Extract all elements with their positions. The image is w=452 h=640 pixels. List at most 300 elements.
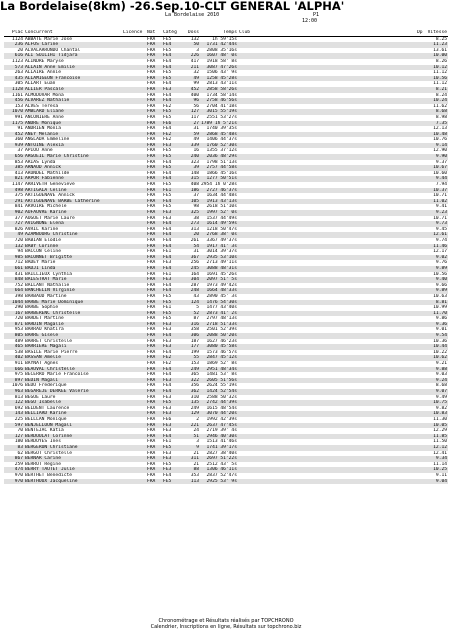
cell-place: 712 [14,260,23,266]
cell-nat: FRA [146,109,162,115]
cell-nat: FRA [146,154,162,160]
cell-categorie: FE4 [162,288,182,294]
cell-nat: FRA [147,170,156,176]
cell-vitesse: 12.13 [433,126,447,132]
cell-temps: 1477 43'40s [206,305,237,311]
cell-place: 911 [14,361,23,367]
cell-categorie: FE5 [163,47,172,53]
cell-temps: 2858 58'26s [200,87,238,93]
cell-vitesse: 8.21 [424,87,448,93]
cell-categorie: FE3 [162,411,182,417]
cell-vitesse: 12.12 [424,445,448,451]
cell-vitesse: 9.89 [424,288,448,294]
cell-categorie: FE3 [163,394,172,400]
cell-nat: FRA [146,277,162,283]
cell-temps: 2847 45'12s [200,355,238,361]
cell-dossard: 177 [182,344,200,350]
cell-nat: FRA [147,450,156,456]
cell-place: 897 [4,378,24,384]
cell-nat: FRA [146,456,162,462]
cell-temps: 2719 39' 4s [206,428,237,434]
cell-nat: FRA [147,271,156,277]
cell-temps: 2088 50'20s [200,333,238,339]
cell-vitesse: 12.90 [433,148,447,154]
cell-dossard: 49 [182,76,200,82]
cell-nat: FRA [147,237,156,243]
cell-categorie: FE4 [163,282,172,288]
cell-place: 991 [14,114,23,120]
cell-vitesse: 8.24 [435,92,447,98]
cell-concurrent: BARBE Marie Dominique [24,300,122,306]
cell-nat: FRA [147,405,156,411]
cell-vitesse: 10.37 [424,188,448,194]
cell-temps: 3015 55'19s [200,109,238,115]
cell-categorie: FE5 [162,311,182,317]
cell-dossard: 408 [190,182,199,188]
cell-dossard: 249 [190,405,199,411]
cell-place: 826 [14,226,23,232]
results-table [4,30,448,484]
cell-categorie: FE4 [162,221,182,227]
cell-concurrent: BARRET Christelle [25,338,73,344]
cell-vitesse: 9.24 [424,378,448,384]
cell-vitesse: 10.05 [424,423,448,429]
cell-dossard: 20 [182,232,200,238]
cell-concurrent: BASILE Marie Pierre [25,349,78,355]
cell-dossard: 21 [193,450,199,456]
cell-dossard: 129 [182,411,200,417]
cell-club [238,479,416,485]
cell-vitesse: 11.85 [424,434,448,440]
cell-dossard: 221 [182,423,200,429]
cell-nat: FRA [147,416,156,422]
cell-dossard: 24 [193,428,199,434]
cell-dossard: 367 [182,255,200,261]
cell-nat: FRA [147,383,156,389]
cell-nat: FRA [146,255,162,261]
cell-nat: FRA [147,338,156,344]
cell-vitesse: 7.35 [424,121,448,127]
cell-categorie: FE1 [163,305,172,311]
cell-vitesse: 10.25 [424,467,448,473]
cell-place: 498 [4,188,24,194]
cell-concurrent: ARRIVETH Genevieve [25,182,75,188]
cell-temps: 1513 41'46s [206,439,237,445]
cell-categorie: FE4 [162,255,182,261]
cell-nat: FRA [146,355,162,361]
cell-place: 664 [4,288,24,294]
cell-categorie: FE4 [163,237,172,243]
cell-vitesse: 9.45 [435,226,447,232]
page-number: P1 [313,12,320,18]
cell-place: 1124 [11,36,23,42]
cell-categorie: FE3 [163,405,172,411]
cell-vitesse: 10.12 [424,65,448,71]
cell-vitesse: 9.11 [435,472,447,478]
cell-place: 616 [4,53,24,59]
cell-nat: FRA [147,126,156,132]
cell-concurrent: ARNAUD Annick [24,165,122,171]
cell-concurrent: BALESTRAT Marie [24,277,122,283]
cell-vitesse: 11.46 [424,244,448,250]
cell-concurrent: BASSAN Amelie [24,355,122,361]
cell-dossard: 245 [182,266,200,272]
cell-concurrent: BEGUE Laure [25,394,56,400]
cell-temps: 1664 48'33s [200,288,238,294]
cell-dossard: 365 [190,372,199,378]
cell-temps: 1424 52'54s [200,389,238,395]
cell-concurrent: ANGLADA Emmeline [25,137,70,143]
cell-nat: FRA [147,282,156,288]
cell-concurrent: BARBE Sophie [25,305,59,311]
cell-categorie: FE2 [163,137,172,143]
cell-concurrent: BACCON Celine [25,249,61,255]
cell-categorie: FE4 [162,65,182,71]
cell-temps: 1731 42'44s [200,42,238,48]
cell-temps: 1992 42'39s [206,416,237,422]
cell-dossard: 256 [190,260,199,266]
cell-dossard: 186 [182,188,200,194]
cell-vitesse: 13.61 [433,47,447,53]
cell-nat: FRA [146,333,162,339]
cell-dossard: 27 [182,121,200,127]
cell-concurrent: ALFOS Carine [24,42,122,48]
cell-vitesse: 8.25 [435,36,447,42]
cell-vitesse: 9.04 [424,479,448,485]
cell-dossard: 325 [182,210,200,216]
cell-temps: 2588 50'32s [206,394,237,400]
cell-vitesse: 8.81 [424,300,448,306]
cell-nat: FRA [146,53,162,59]
cell-temps: 2951 48'34s [200,367,238,373]
cell-temps: 2935 53'10s [200,255,238,261]
cell-temps: 1918 58' 8s [206,58,237,64]
cell-concurrent: BARBERENC Christelle [24,311,122,317]
cell-temps: 2713 49'11s [206,260,237,266]
cell-concurrent: BAILLIEUX Cynthia [25,271,73,277]
cell-vitesse: 9.76 [435,260,447,266]
cell-nat: FRA [147,361,156,367]
cell-vitesse: 9.40 [424,277,448,283]
cell-vitesse: 9.34 [424,456,448,462]
cell-concurrent: ANEY Melanie [24,132,122,138]
cell-nat: FRA [146,344,162,350]
cell-temps: 1607 48' 0s [200,53,238,59]
cell-concurrent: ALLAIN Anne Emilie [24,65,122,71]
cell-nat: FRA [147,47,156,53]
cell-place: 91 [17,126,23,132]
cell-place: 398 [14,293,23,299]
cell-concurrent: BARDIN Magalie [24,322,122,328]
cell-concurrent: AMBLARD Eliane [24,109,122,115]
cell-concurrent: ALLAIRE Annie [25,70,61,76]
cell-categorie: FE2 [163,361,172,367]
cell-dossard: 59 [182,132,200,138]
cell-nat: FRA [147,472,156,478]
cell-temps: 1277 50'51s [200,176,238,182]
cell-vitesse: 9.07 [424,389,448,395]
cell-dossard: 452 [182,87,200,93]
cell-concurrent: ALLAMIGEON Francoise [24,76,122,82]
cell-categorie: FE5 [162,400,182,406]
cell-nat: FRA [147,114,156,120]
cell-vitesse: 11.50 [433,439,447,445]
cell-temps: 2808 35'16s [206,47,237,53]
cell-temps: 2097 51' 5s [200,277,238,283]
cell-place: 538 [14,349,23,355]
cell-vitesse: 9.86 [435,316,447,322]
cell-nat: FRA [146,121,162,127]
cell-dossard: 273 [182,221,200,227]
cell-concurrent: BECERRO Marie Francoise [25,372,89,378]
cell-dossard: 3 [196,47,199,53]
page-title: La Bordelaise(8km) -26.Sep.10-CLT GENERAL 'ALPHA' [0,0,345,13]
cell-categorie: FE1 [163,439,172,445]
cell-place: 452 [4,132,24,138]
cell-place: 970 [14,472,23,478]
cell-dossard: 322 [182,378,200,384]
cell-vitesse: 11.02 [424,199,448,205]
cell-categorie: FE4 [163,92,172,98]
cell-place: 474 [4,467,24,473]
cell-concurrent: ARTIGALA Celine [24,188,122,194]
cell-place: 153 [14,103,23,109]
cell-nat: FRA [146,210,162,216]
cell-place: 291 [4,199,24,205]
cell-categorie: FE5 [163,114,172,120]
cell-dossard: 88 [182,467,200,473]
col-header-temps: Temps [200,30,238,36]
cell-dossard: 353 [190,472,199,478]
cell-concurrent: BERNAR Carine [24,456,122,462]
cell-concurrent: BELDENT Laurence [25,405,70,411]
cell-concurrent: BEGAREJE DERKEE Valerie [24,389,122,395]
cell-categorie: FE3 [163,327,172,333]
col-header-categorie: Catég [162,30,182,36]
cell-place: 62 [17,450,23,456]
cell-categorie: FE4 [162,389,182,395]
cell-dossard: 417 [190,58,199,64]
cell-nat: FRA [147,58,156,64]
cell-categorie: FE3 [162,423,182,429]
cell-nat: FRA [146,479,162,485]
cell-categorie: FE1 [163,249,172,255]
cell-dossard: 313 [190,226,199,232]
cell-temps: 1355 37'12s [206,148,237,154]
cell-temps: 1218 50'47s [206,226,237,232]
cell-place: 805 [4,333,24,339]
cell-nat: FRA [147,327,156,333]
cell-place: 456 [4,98,24,104]
cell-dossard: 98 [193,204,199,210]
cell-dossard: 240 [182,154,200,160]
cell-dossard: 148 [190,170,199,176]
cell-nat: FRA [146,165,162,171]
cell-place: 413 [14,170,23,176]
cell-vitesse: 10.56 [433,271,447,277]
cell-vitesse: 10.22 [433,349,447,355]
cell-temps: 1476 54'30s [200,300,238,306]
cell-temps: 1913 43'13s [200,199,238,205]
cell-temps: 1506 43' 9s [206,70,237,76]
cell-nat: FRA [146,266,162,272]
cell-nat: FRA [147,461,156,467]
cell-categorie: FE4 [162,199,182,205]
cell-vitesse: 12.29 [433,428,447,434]
cell-place: 377 [14,215,23,221]
cell-concurrent: ALVALARRONDO Chantal [25,47,81,53]
cell-temps: 2768 38' 0s [200,232,238,238]
cell-vitesse: 9.54 [424,333,448,339]
cell-place: 821 [4,176,24,182]
cell-temps: 2036 48'29s [200,154,238,160]
cell-place: 465 [4,344,24,350]
cell-nat: FRA [146,389,162,395]
cell-dossard: 226 [182,53,200,59]
cell-dossard: 37 [193,193,199,199]
cell-temps: 3367 49'37s [206,237,237,243]
cell-nat: FRA [147,215,156,221]
cell-nat: FRA [146,199,162,205]
cell-nat: FRA [147,36,156,42]
cell-nat: FRA [146,221,162,227]
cell-concurrent: BENJELLOUN Magali [24,423,122,429]
cell-place: 975 [14,372,23,378]
cell-temps: 2742 44'39s [200,400,238,406]
cell-concurrent: ANDRIEN Monia [25,126,61,132]
cell-dossard: 315 [182,176,200,182]
cell-temps: 2758 46'56s [200,98,238,104]
cell-categorie: FE4 [163,383,172,389]
cell-categorie: FE6 [162,121,182,127]
cell-temps: 1537 44'49s [206,215,237,221]
cell-place: 970 [4,479,24,485]
footer-credit: Chronométrage et Résultats réalisés par TOPCHRONO [158,618,294,624]
cell-place: 1128 [4,87,24,93]
cell-place: 939 [4,143,24,149]
cell-categorie: FE2 [162,132,182,138]
cell-concurrent: BARDET Martine [25,316,64,322]
cell-categorie: FE4 [162,98,182,104]
cell-categorie: FE3 [162,378,182,384]
cell-categorie: FE5 [162,76,182,82]
cell-categorie: FE3 [162,210,182,216]
cell-place: 573 [4,65,24,71]
cell-temps: 1691 45'26s [206,271,237,277]
cell-nat: FRA [146,445,162,451]
cell-categorie: FE4 [163,349,172,355]
cell-concurrent: BARBAUD Martine [25,293,67,299]
col-header-vitesse: Vitesse [424,30,448,36]
cell-vitesse: 9.88 [424,367,448,373]
cell-temps: 1634 44'48s [206,193,237,199]
cell-temps: 2837 52'47s [206,472,237,478]
cell-categorie: FE5 [163,461,172,467]
cell-nat: FRA [146,188,162,194]
cell-place: 20 [17,47,23,53]
cell-dossard: 87 [193,316,199,322]
cell-dossard: 199 [190,349,199,355]
cell-dossard: 21 [193,461,199,467]
cell-concurrent: BERDOYES Ines [25,439,61,445]
cell-vitesse: 10.99 [433,305,447,311]
cell-concurrent: ARVOIRE Michele [25,204,67,210]
cell-categorie: FE6 [163,416,172,422]
cell-concurrent: ABBATE Marie Jose [25,36,73,42]
cell-place: 985 [4,255,24,261]
cell-categorie: FE2 [162,355,182,361]
cell-vitesse: 10.36 [433,338,447,344]
cell-vitesse: 8.26 [435,58,447,64]
cell-categorie: FE3 [163,338,172,344]
cell-place: 597 [4,423,24,429]
cell-nat: FRA [147,81,156,87]
cell-dossard: 39 [182,165,200,171]
cell-dossard: 211 [182,65,200,71]
cell-dossard: 261 [190,237,199,243]
cell-categorie: FE4 [162,176,182,182]
cell-place: 666 [4,367,24,373]
cell-concurrent: AUGUET Marie Laure [25,215,75,221]
cell-dossard: 358 [190,327,199,333]
cell-place: 132 [4,244,24,250]
cell-temps: 1798 51'13s [206,159,237,165]
print-time: 12:00 [302,18,318,24]
cell-dossard: 9 [182,445,200,451]
cell-categorie: FE3 [163,450,172,456]
cell-place: 225 [14,416,23,422]
cell-temps: 1615 48'54s [206,405,237,411]
col-header-dossard: Doss [182,30,200,36]
cell-place: 1044 [4,300,24,306]
cell-vitesse: 10.60 [433,170,447,176]
cell-categorie: FE4 [163,126,172,132]
cell-dossard: 248 [182,288,200,294]
cell-temps: 1869 52' 8s [206,361,237,367]
cell-vitesse: 7.94 [435,182,447,188]
cell-nat: FRA [147,249,156,255]
cell-categorie: FE5 [162,165,182,171]
cell-temps: 2501 52'39s [206,327,237,333]
cell-vitesse: 10.24 [424,98,448,104]
cell-place: 1070 [4,109,24,115]
cell-concurrent: BERDOULAT Corinne [24,434,122,440]
cell-place: 49 [4,232,24,238]
cell-dossard: 287 [190,282,199,288]
cell-vitesse: 9.36 [424,322,448,328]
cell-vitesse: 9.49 [435,394,447,400]
cell-categorie: FE2 [163,103,172,109]
cell-dossard: 400 [190,92,199,98]
cell-temps: 1h 59'15s [212,36,237,42]
cell-dossard: 55 [182,355,200,361]
cell-concurrent: BARRAU Khatira [25,327,64,333]
cell-place: 656 [4,154,24,160]
cell-vitesse: 11.30 [433,416,447,422]
cell-place: 720 [14,316,23,322]
cell-temps: 1406 44'37s [206,137,237,143]
cell-concurrent: BANCHELIN Virginie [24,288,122,294]
event-subtitle: La Bordelaise 2010 [165,12,220,18]
cell-dossard: 31 [193,249,199,255]
cell-temps: 1740 39'35s [206,126,237,132]
cell-concurrent: ALVAREZ Nathalie [24,98,122,104]
cell-concurrent: ALINDRE Maryse [25,58,64,64]
cell-concurrent: BARRE Gisele [24,333,122,339]
cell-categorie: FE3 [162,344,182,350]
cell-categorie: FE5 [163,204,172,210]
cell-nat: FRA [147,103,156,109]
